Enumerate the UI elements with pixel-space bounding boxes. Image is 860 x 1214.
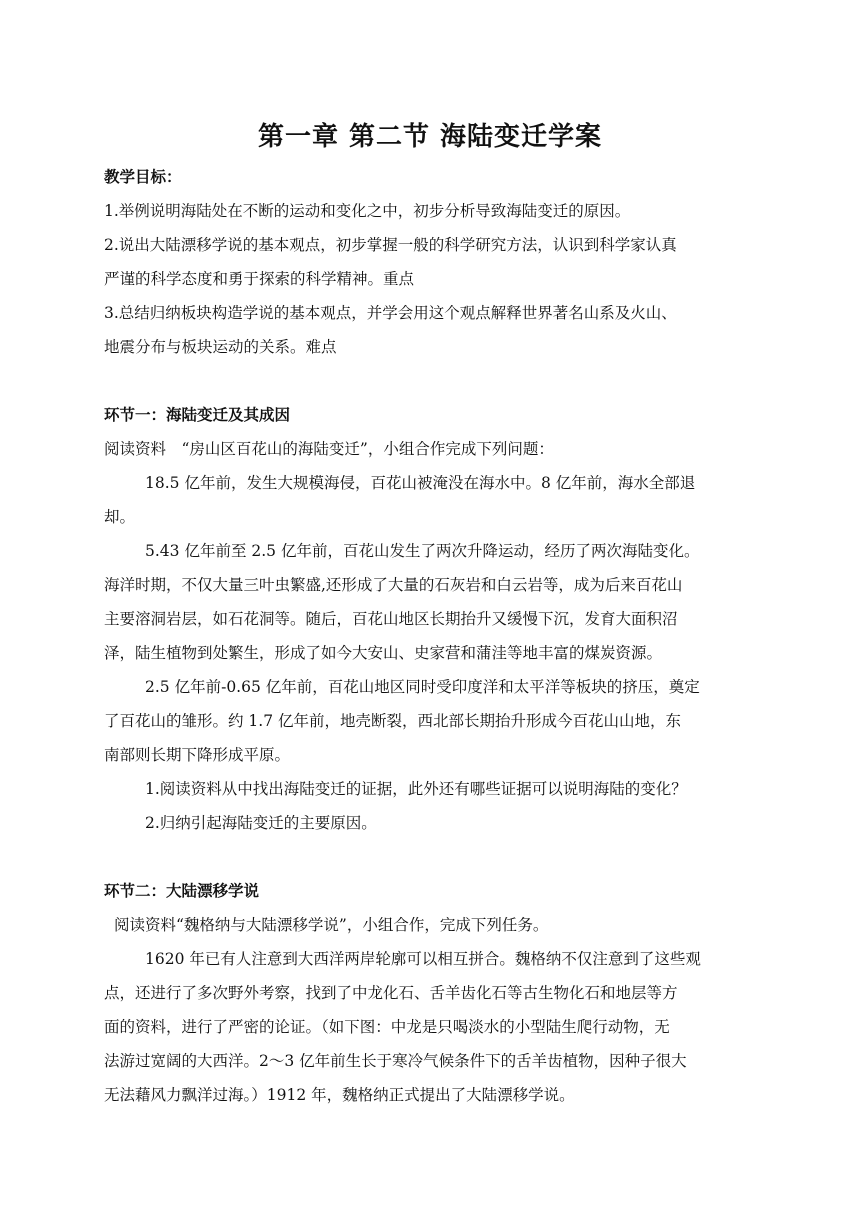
spacer	[104, 364, 768, 398]
objectives-heading: 教学目标：	[104, 168, 182, 186]
paragraph-line: 无法藉风力飘洋过海。）1912 年，魏格纳正式提出了大陆漂移学说。	[104, 1086, 575, 1104]
paragraph-line: 南部则长期下降形成平原。	[104, 746, 291, 764]
paragraph-line: 1620 年已有人注意到大西洋两岸轮廓可以相互拼合。魏格纳不仅注意到了这些观	[145, 950, 701, 968]
paragraph-line: 泽，陆生植物到处繁生，形成了如今大安山、史家营和蒲洼等地丰富的煤炭资源。	[104, 644, 663, 662]
section2-heading: 环节二：大陆漂移学说	[104, 882, 260, 900]
objective-line: 地震分布与板块运动的关系。难点	[104, 338, 337, 356]
paragraph-line: 主要溶洞岩层，如石花洞等。随后，百花山地区长期抬升又缓慢下沉，发育大面积沼	[104, 610, 678, 628]
paragraph-line: 5.43 亿年前至 2.5 亿年前，百花山发生了两次升降运动，经历了两次海陆变化。	[145, 542, 700, 560]
objective-line: 2.说出大陆漂移学说的基本观点，初步掌握一般的科学研究方法，认识到科学家认真	[104, 236, 677, 254]
paragraph-line: 面的资料，进行了严密的论证。（如下图：中龙是只喝淡水的小型陆生爬行动物，无	[104, 1018, 670, 1036]
section1-heading: 环节一：海陆变迁及其成因	[104, 406, 291, 424]
paragraph-line: 法游过宽阔的大西洋。2～3 亿年前生长于寒冷气候条件下的舌羊齿植物，因种子很大	[104, 1052, 687, 1070]
section2-intro: 阅读资料“魏格纳与大陆漂移学说”，小组合作，完成下列任务。	[114, 916, 549, 934]
objective-line: 严谨的科学态度和勇于探索的科学精神。重点	[104, 270, 415, 288]
paragraph-line: 了百花山的雏形。约 1.7 亿年前，地壳断裂，西北部长期抬升形成今百花山山地，东	[104, 712, 682, 730]
paragraph-line: 点，还进行了多次野外考察，找到了中龙化石、舌羊齿化石等古生物化石和地层等方	[104, 984, 678, 1002]
document-body	[104, 160, 768, 1112]
question-line: 1.阅读资料从中找出海陆变迁的证据，此外还有哪些证据可以说明海陆的变化？	[145, 780, 687, 798]
paragraph-line: 18.5 亿年前，发生大规模海侵，百花山被淹没在海水中。8 亿年前，海水全部退	[145, 474, 696, 492]
section1-intro: 阅读资料 “房山区百花山的海陆变迁”，小组合作完成下列问题：	[104, 440, 554, 458]
spacer	[104, 840, 768, 874]
question-line: 2.归纳引起海陆变迁的主要原因。	[145, 814, 377, 832]
objective-line: 1.举例说明海陆处在不断的运动和变化之中，初步分析导致海陆变迁的原因。	[104, 202, 631, 220]
paragraph-line: 海洋时期，不仅大量三叶虫繁盛,还形成了大量的石灰岩和白云岩等，成为后来百花山	[104, 576, 683, 594]
page-title: 第一章 第二节 海陆变迁学案	[257, 122, 603, 152]
paragraph-line: 2.5 亿年前-0.65 亿年前，百花山地区同时受印度洋和太平洋等板块的挤压，奠定	[145, 678, 700, 696]
objective-line: 3.总结归纳板块构造学说的基本观点，并学会用这个观点解释世界著名山系及火山、	[104, 304, 677, 322]
paragraph-line: 却。	[104, 508, 136, 526]
